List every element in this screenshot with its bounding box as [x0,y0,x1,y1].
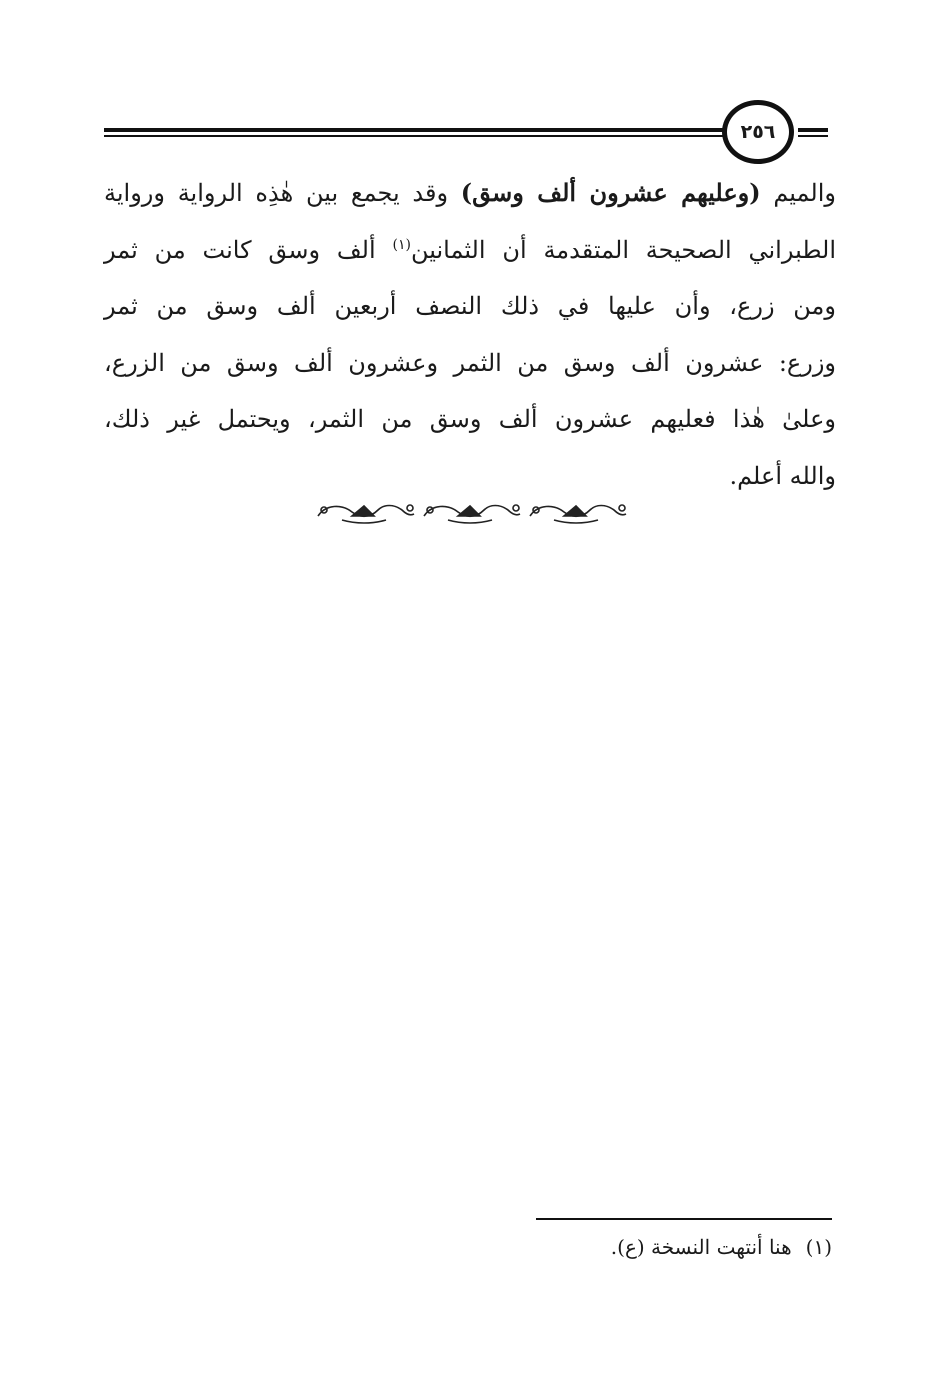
page-header [0,0,942,170]
text-segment: والميم [760,179,836,207]
quoted-hadith-bold: (وعليهم عشرون ألف وسق) [460,178,761,207]
ornament-unit-2 [424,505,520,523]
header-rule-tail-thick [798,128,828,132]
main-text [104,165,836,504]
text-segment: الطبراني الصحيحة المتقدمة أن الثمانين [410,235,836,264]
text-segment: وقد يجمع بين هٰذِه الرواية ورواية [104,179,461,207]
footnote-1 [400,1230,832,1264]
header-rule-thick [104,128,726,132]
section-end-ornament [312,494,630,528]
footnote-reference: (١) [392,236,411,253]
footnote-text: هنا أنتهت النسخة (ع). [610,1235,792,1259]
text-segment: ألف وسق كانت من ثمر [104,235,393,264]
text-line-5: وعلىٰ هٰذا فعليهم عشرون ألف وسق من الثمر، ويحتمل غير ذلك، [104,405,836,433]
header-rule-thin [104,135,726,137]
text-line-4: وزرع: عشرون ألف وسق من الثمر وعشرون ألف وسق من الزرع، [104,348,836,377]
text-line-1 [104,165,836,222]
page-number-frame [722,100,794,164]
footnote-number: (١) [805,1235,832,1259]
text-line-3: ومن زرع، وأن عليها في ذلك النصف أربعين ألف وسق من ثمر [104,292,836,320]
ornament-unit-1 [318,505,414,523]
page-number: ٢٥٦ [740,120,776,143]
footnote-separator [536,1218,832,1220]
text-line-6: والله أعلم. [729,461,836,490]
header-rule-tail-thin [798,135,828,137]
text-line-2 [104,222,836,279]
ornament-unit-3 [530,505,626,523]
